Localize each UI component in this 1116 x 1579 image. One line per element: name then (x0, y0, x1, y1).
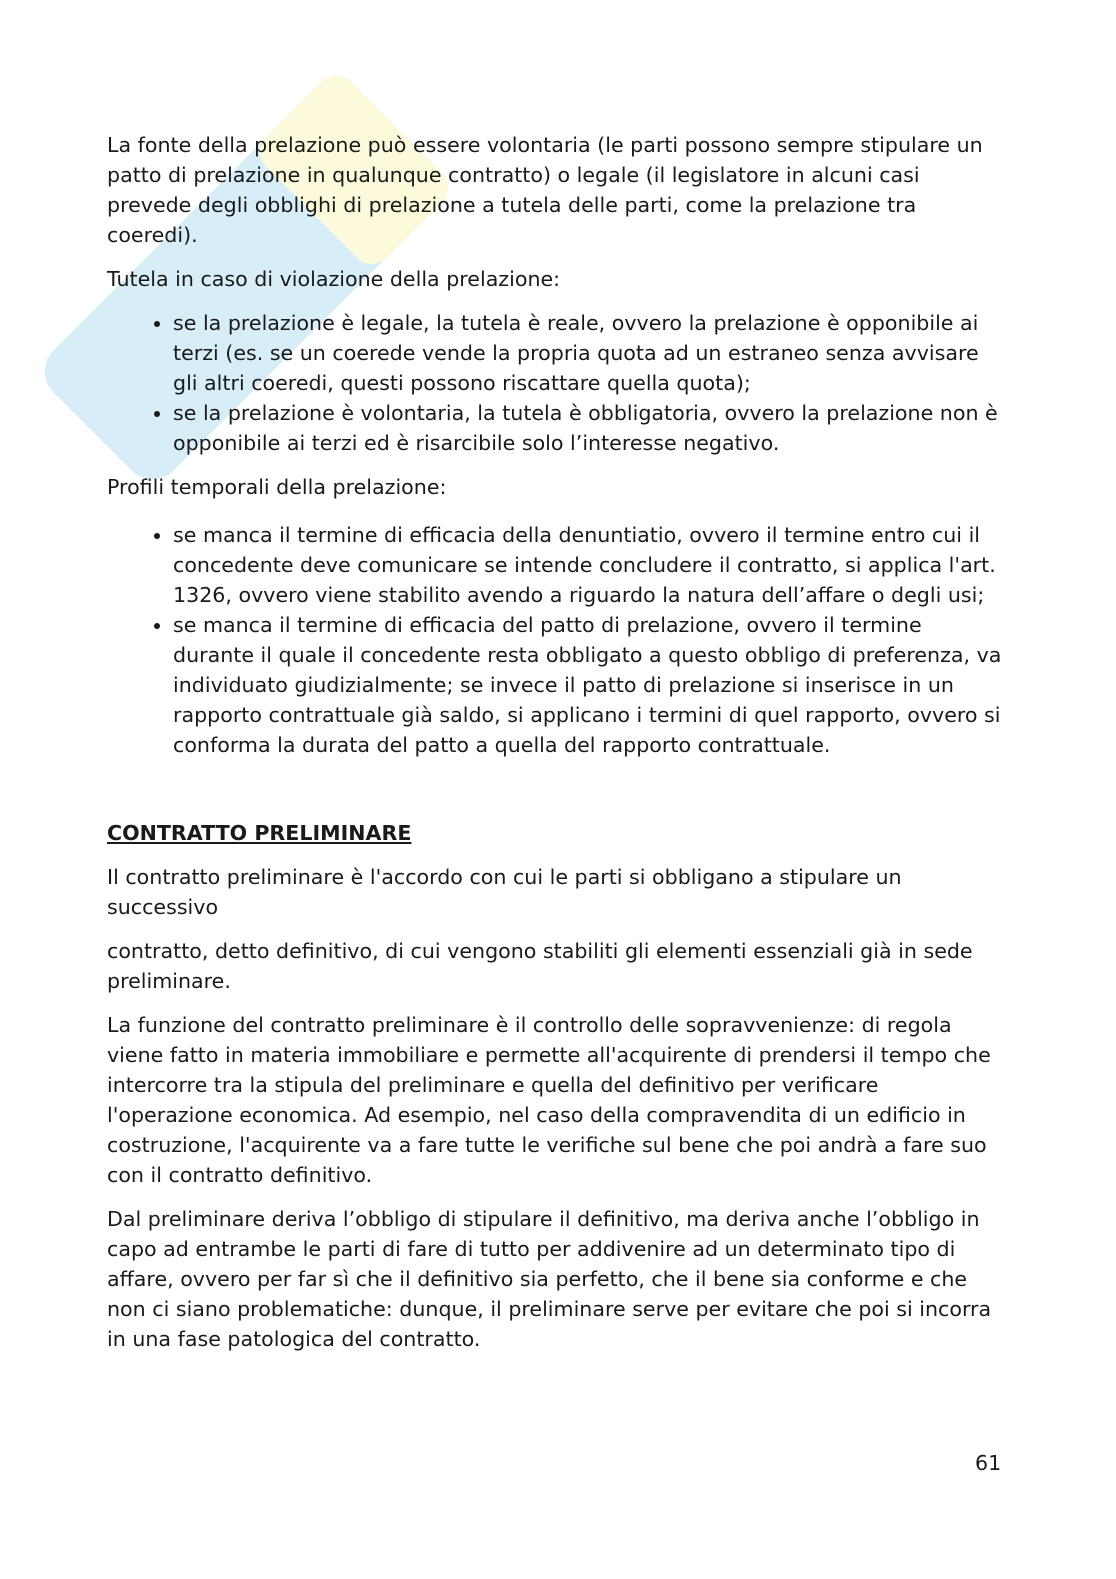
list-item: • se la prelazione è legale, la tutela è reale, ovvero la prelazione è opponibile ai terzi (es. se un coerede vende la propria quota ad un estraneo senza avvisare gli altri coeredi, questi possono riscattare quella quota); (173, 308, 1007, 398)
document-body (107, 130, 1007, 1368)
paragraph-definizione: Il contratto preliminare è l'accordo con cui le parti si obbligano a stipulare un successivo (107, 865, 902, 919)
list-tutela (107, 308, 1007, 458)
paragraph-profili-intro: Profili temporali della prelazione: (107, 475, 447, 499)
list-item: • se la prelazione è volontaria, la tutela è obbligatoria, ovvero la prelazione non è opponibile ai terzi ed è risarcibile solo l’interesse negativo. (173, 398, 1007, 458)
list-item: • se manca il termine di efficacia del patto di prelazione, ovvero il termine durante il quale il concedente resta obbligato a questo obbligo di preferenza, va individuato giudizialmente; se invece il patto di prelazione si inserisce in un rapporto contrattuale già saldo, si applicano i termini di quel rapporto, ovvero si conforma la durata del patto a quella del rapporto contrattuale. (173, 610, 1007, 760)
paragraph-prelazione-fonte: La fonte della prelazione può essere volontaria (le parti possono sempre stipulare un patto di prelazione in qualunque contratto) o legale (il legislatore in alcuni casi prevede degli obblighi di prelazione a tutela delle parti, come la prelazione tra coeredi). (107, 133, 983, 247)
page-number: 61 (975, 1451, 1002, 1475)
paragraph-obblighi: Dal preliminare deriva l’obbligo di stipulare il definitivo, ma deriva anche l’obbligo in capo ad entrambe le parti di fare di tutto per addivenire ad un determinato tipo di affare, ovvero per far sì che il definitivo sia perfetto, che il bene sia conforme e che non ci siano problematiche: dunque, il preliminare serve per evitare che poi si incorra in una fase patologica del contratto. (107, 1207, 992, 1351)
list-item: • se manca il termine di efficacia della denuntiatio, ovvero il termine entro cui il concedente deve comunicare se intende concludere il contratto, si applica l'art. 1326, ovvero viene stabilito avendo a riguardo la natura dell’affare o degli usi; (173, 520, 1007, 610)
paragraph-funzione: La funzione del contratto preliminare è il controllo delle sopravvenienze: di regola viene fatto in materia immobiliare e permette all'acquirente di prendersi il tempo che intercorre tra la stipula del preliminare e quella del definitivo per verificare l'operazione economica. Ad esempio, nel caso della compravendita di un edificio in costruzione, l'acquirente va a fare tutte le verifiche sul bene che poi andrà a fare suo con il contratto definitivo. (107, 1013, 991, 1187)
paragraph-definizione-cont: contratto, detto definitivo, di cui vengono stabiliti gli elementi essenziali già in sede preliminare. (107, 939, 973, 993)
list-profili-temporali (107, 520, 1007, 760)
section-heading: CONTRATTO PRELIMINARE (107, 821, 412, 845)
paragraph-tutela-intro: Tutela in caso di violazione della prelazione: (107, 267, 561, 291)
